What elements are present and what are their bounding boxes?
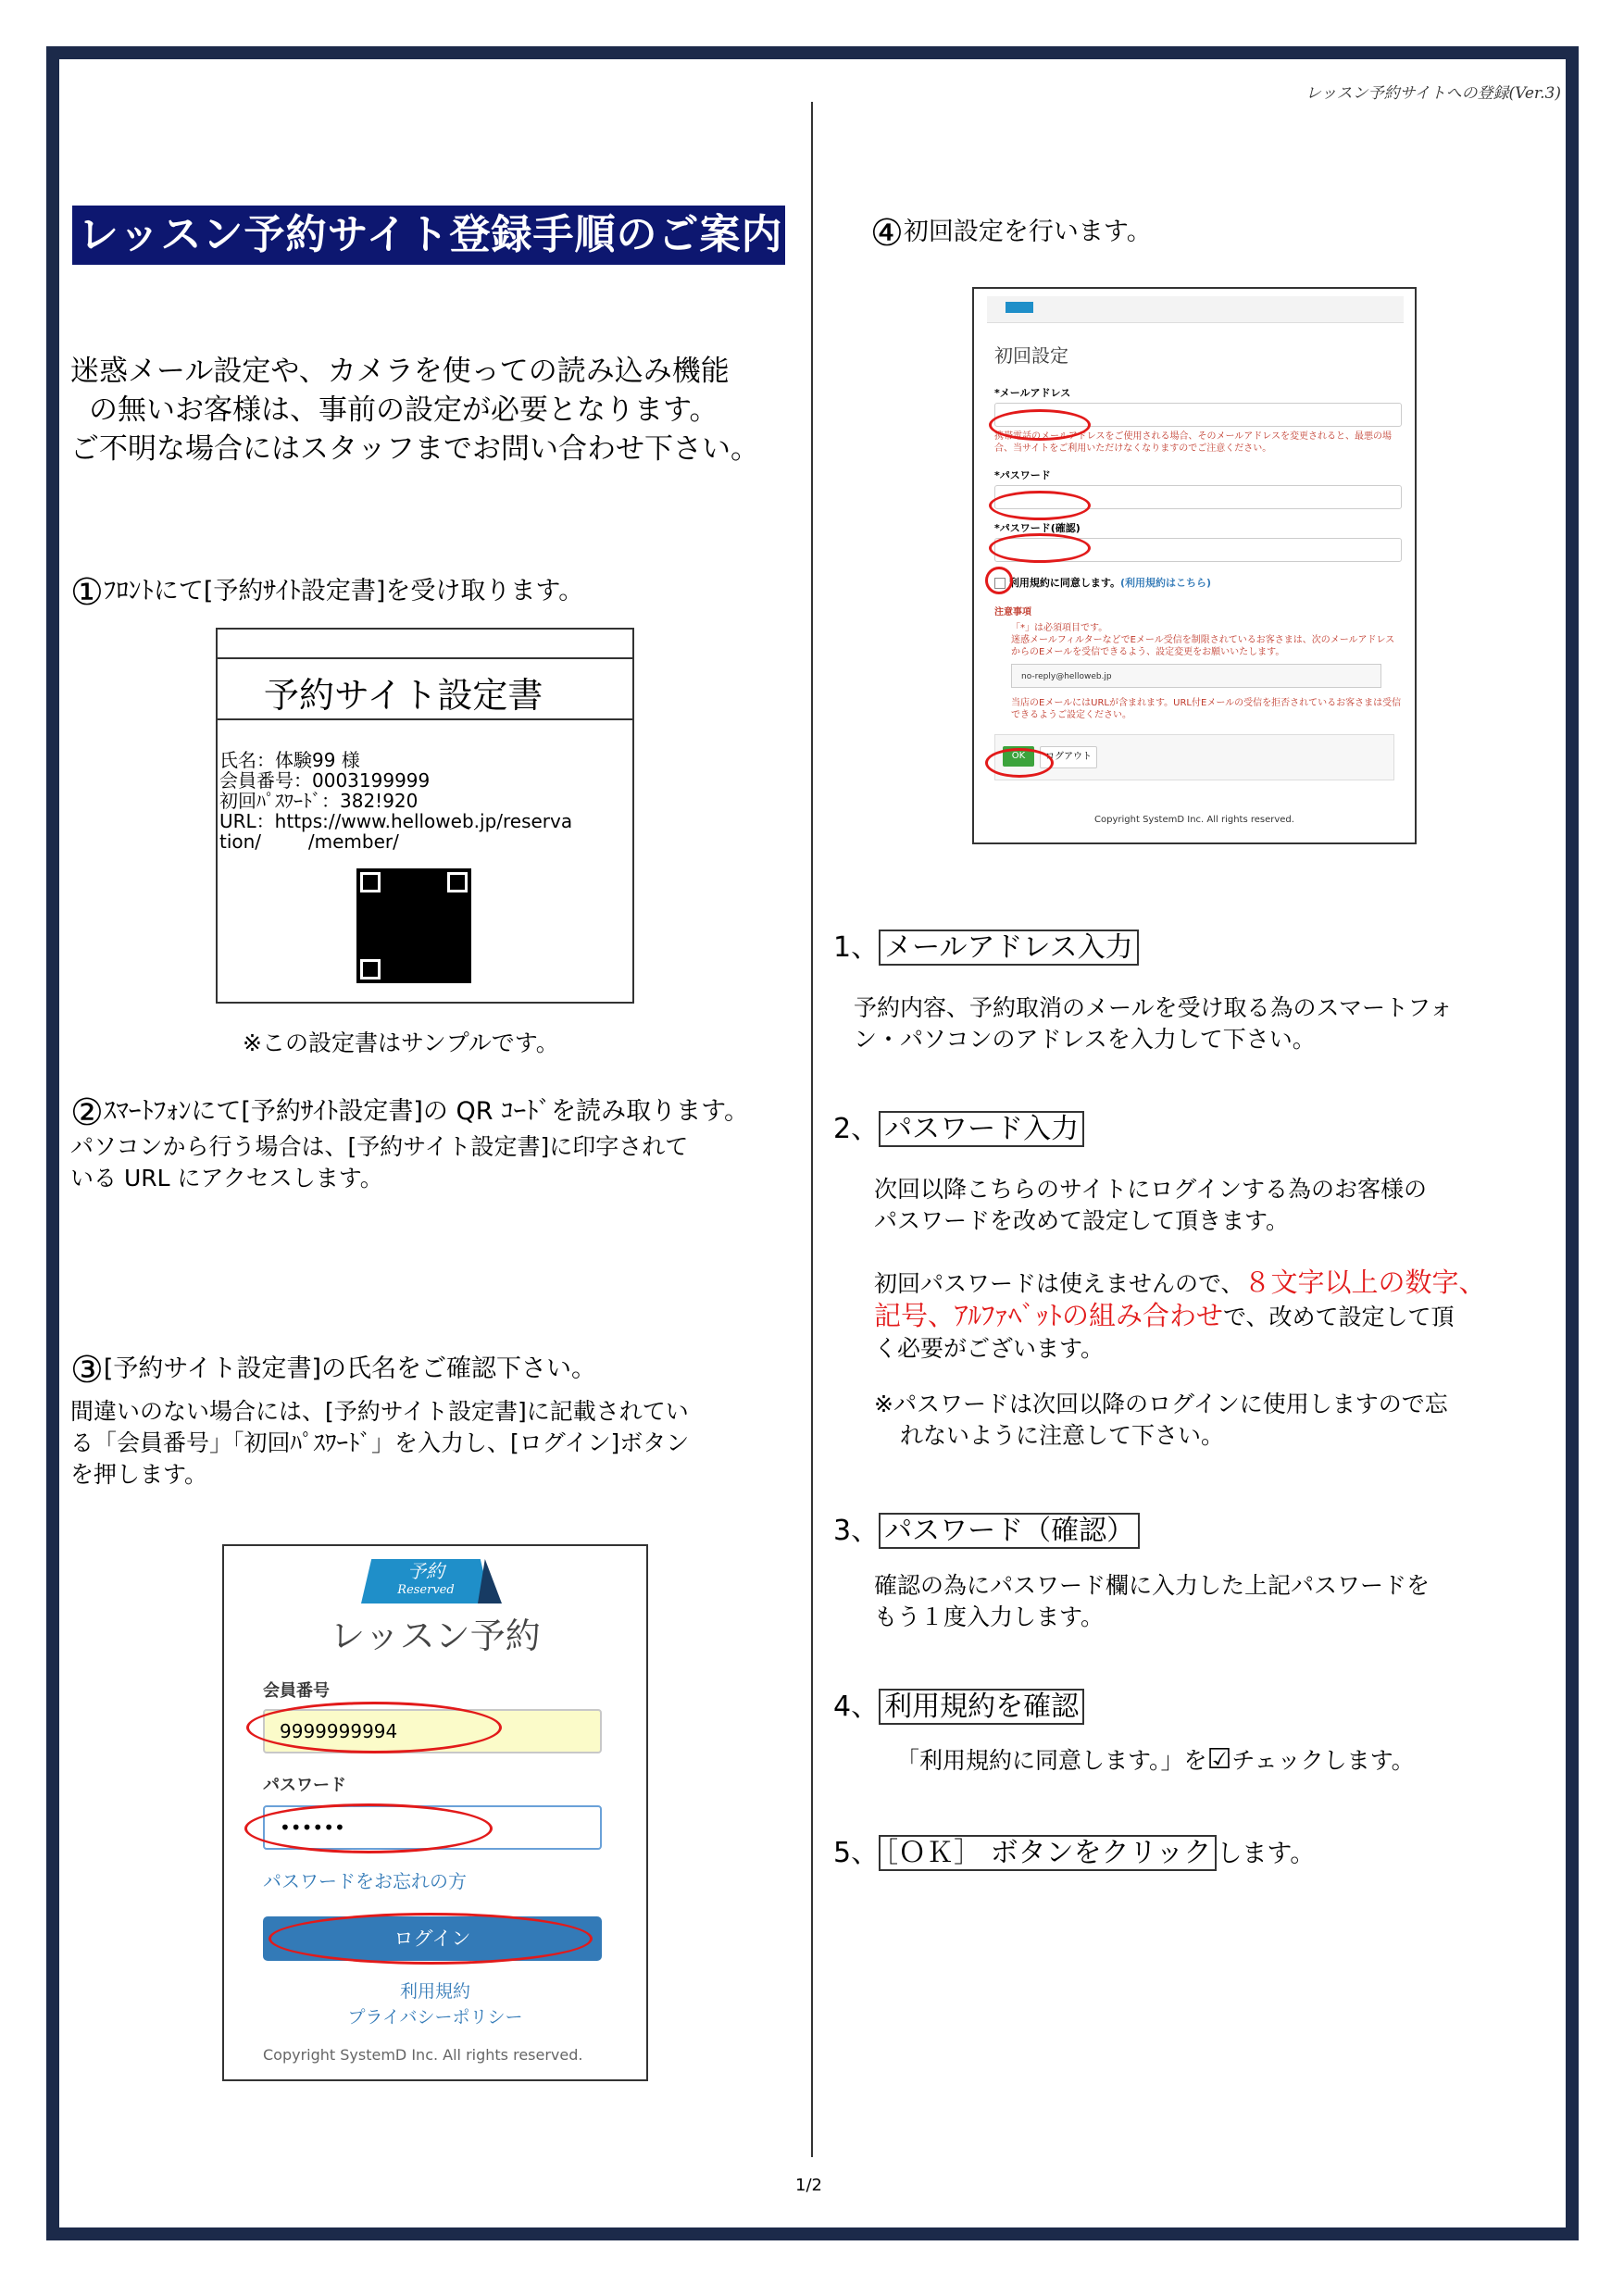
logo-icon bbox=[1006, 302, 1033, 313]
privacy-link[interactable]: プライバシーポリシー bbox=[347, 2007, 523, 2028]
step3-body: 間違いのない場合には、[予約サイト設定書]に記載されてい る「会員番号」「初回ﾊﾟｽﾜｰﾄﾞ」を入力し、[ログイン]ボタン を押します。 bbox=[70, 1398, 690, 1488]
r1-body: 予約内容、予約取消のメールを受け取る為のスマートフォ ン・パソコンのアドレスを入力して下さい。 bbox=[854, 994, 1454, 1053]
setup-copyright: Copyright SystemD Inc. All rights reserved. bbox=[1094, 815, 1294, 825]
checkbox-icon: ☑ bbox=[1206, 1743, 1232, 1776]
password-input[interactable]: •••••• bbox=[263, 1805, 602, 1850]
qr-code-icon bbox=[356, 868, 471, 983]
highlight-ellipse bbox=[244, 1803, 493, 1853]
ok-button[interactable]: OK bbox=[1003, 746, 1034, 767]
step3-heading: ③[予約サイト設定書]の氏名をご確認下さい。 bbox=[70, 1349, 597, 1391]
r3-body: 確認の為にパスワード欄に入力した上記パスワードを もう１度入力します。 bbox=[874, 1572, 1430, 1630]
highlight-ellipse bbox=[989, 491, 1091, 520]
sample-note: ※この設定書はサンプルです。 bbox=[243, 1029, 559, 1056]
r4-body: 「利用規約に同意します。」を☑チェックします。 bbox=[896, 1743, 1415, 1776]
settings-sheet-title: 予約サイト設定書 bbox=[264, 675, 543, 716]
highlight-ellipse bbox=[989, 409, 1091, 441]
member-number-label: 会員番号 bbox=[263, 1681, 330, 1701]
forgot-password-link[interactable]: パスワードをお忘れの方 bbox=[263, 1870, 467, 1892]
r2-note: ※パスワードは次回以降のログインに使用しますので忘 れないように注意して下さい。 bbox=[874, 1391, 1448, 1449]
intro-text: 迷惑メール設定や、カメラを使っての読み込み機能 の無いお客様は、事前の設定が必要となります。 ご不明な場合にはスタッフまでお問い合わせ下さい。 bbox=[70, 355, 759, 466]
login-copyright: Copyright SystemD Inc. All rights reserved. bbox=[263, 2046, 583, 2064]
step2-heading: ②ｽﾏｰﾄﾌｫﾝにて[予約ｻｲﾄ設定書]の QR ｺｰﾄﾞを読み取ります。 bbox=[70, 1092, 749, 1134]
reserved-badge-icon: 予約 Reserved bbox=[361, 1559, 500, 1603]
page-number: 1/2 bbox=[795, 2176, 822, 2195]
page-title: レッスン予約サイト登録手順のご案内 bbox=[72, 206, 785, 265]
highlight-ellipse bbox=[989, 533, 1091, 563]
column-divider bbox=[811, 102, 813, 2157]
r2-password-rule: 初回パスワードは使えませんので、８文字以上の数字、 記号、ｱﾙﾌｧﾍﾞｯﾄの組み合わせで、改めて設定して頂 く必要がございます。 bbox=[874, 1267, 1486, 1362]
login-heading: レッスン予約 bbox=[330, 1616, 541, 1656]
header-note: レッスン予約サイトへの登録(Ver.3) bbox=[1305, 84, 1561, 103]
r1-heading: 1、 メールアドレス入力 bbox=[833, 930, 1139, 967]
logout-button[interactable]: ログアウト bbox=[1040, 746, 1097, 768]
r3-heading: 3、 パスワード（確認） bbox=[833, 1513, 1140, 1550]
login-button[interactable]: ログイン bbox=[263, 1916, 602, 1961]
step1-heading: ①ﾌﾛﾝﾄにて[予約ｻｲﾄ設定書]を受け取ります。 bbox=[70, 571, 584, 614]
r2-body: 次回以降こちらのサイトにログインする為のお客様の パスワードを改めて設定して頂きます。 bbox=[874, 1176, 1428, 1234]
settings-sheet-card bbox=[216, 628, 634, 1004]
step2-body: パソコンから行う場合は、[予約サイト設定書]に印字されて いる URL にアクセスします。 bbox=[70, 1133, 689, 1192]
member-number-input[interactable]: 9999999994 bbox=[263, 1709, 602, 1753]
step4-heading: ④初回設定を行います。 bbox=[870, 212, 1152, 255]
initial-setup-screenshot: 初回設定 *メールアドレス 携帯電話のメールアドレスをご使用される場合、そのメールアドレスを変更されると、最悪の場合、当サイトをご利用いただけなくなりますのでご注意ください。 *パスワード *パスワード(確認) 利用規約に同意します。(利用規約はこちら) 注意事項 「*」は必須項目です。 迷惑メールフィルターなどでEメール受信を制限されているお客さまは、次のメールアドレスからのEメールを受信できるよう、設定変更をお願いいたします。 no-reply@helloweb.jp 当店のEメールにはURLが含まれます。URL付Eメールの受信を拒否されているお客さまは受信できるようご設定ください。 OK ログアウト Copyright SystemD Inc. All rights reserved. bbox=[972, 287, 1417, 844]
r4-heading: 4、 利用規約を確認 bbox=[833, 1689, 1084, 1726]
login-screenshot bbox=[222, 1544, 648, 2081]
setup-heading: 初回設定 bbox=[994, 344, 1068, 367]
highlight-ellipse bbox=[246, 1702, 502, 1753]
highlight-ellipse bbox=[269, 1913, 593, 1965]
terms-link[interactable]: 利用規約 bbox=[399, 1981, 470, 2002]
settings-sheet-info: 氏名：体験99 様 会員番号：0003199999 初回ﾊﾟｽﾜｰﾄﾞ：382!920 URL：https://www.helloweb.jp/reserva tion/ /member/ bbox=[219, 749, 573, 853]
highlight-ellipse bbox=[985, 567, 1013, 594]
r2-heading: 2、 パスワード入力 bbox=[833, 1111, 1084, 1148]
password-label: パスワード bbox=[263, 1776, 346, 1795]
r5-heading: 5、 ［ＯＫ］ ボタンをクリック します。 bbox=[833, 1837, 1316, 1869]
highlight-ellipse bbox=[985, 748, 1054, 778]
